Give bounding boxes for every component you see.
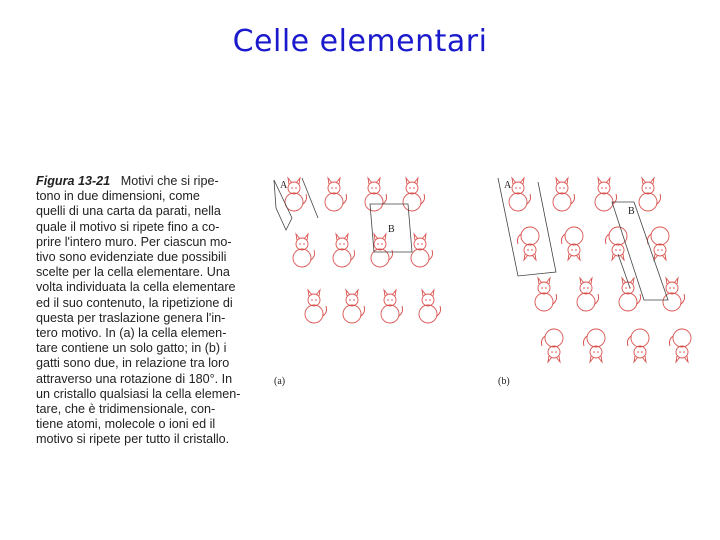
caption-line: quale il motivo si ripete fino a co- <box>36 219 220 234</box>
panel-a-point-b: B <box>388 224 395 235</box>
cat-motif <box>627 329 649 362</box>
caption-line: tare, che è tridimensionale, con- <box>36 402 216 417</box>
cat-motif <box>411 234 433 267</box>
lattice-figure <box>262 168 714 468</box>
caption-line: tero motivo. In (a) la cella elemen- <box>36 326 227 341</box>
cat-motif <box>365 178 387 211</box>
cat-motif <box>561 227 583 260</box>
cat-motif <box>325 178 347 211</box>
cat-motif <box>293 234 315 267</box>
panel-a-label: (a) <box>274 376 286 387</box>
cat-motif <box>553 178 575 211</box>
caption-line: gatti sono due, in relazione tra loro <box>36 356 230 371</box>
panel-b-point-a: A <box>504 180 512 191</box>
cat-motif <box>535 278 557 311</box>
cat-motif <box>605 227 627 260</box>
cat-motif <box>403 178 425 211</box>
panel-b-unit-cell <box>612 202 668 300</box>
cat-motif <box>509 178 531 211</box>
cat-motif <box>583 329 605 362</box>
caption-line: scelte per la cella elementare. Una <box>36 265 230 280</box>
cat-motif <box>419 290 441 323</box>
cat-motif <box>619 278 641 311</box>
caption-line: tivo sono evidenziate due possibili <box>36 250 227 265</box>
cat-motif <box>305 290 327 323</box>
caption-line: tare contiene un solo gatto; in (b) i <box>36 341 227 356</box>
cat-motif <box>639 178 661 211</box>
caption-line: motivo si ripete per tutto il cristallo. <box>36 432 230 447</box>
cat-motif <box>669 329 691 362</box>
figure-caption <box>36 174 254 448</box>
caption-line: prire l'intero muro. Per ciascun mo- <box>36 234 232 249</box>
cat-motif <box>577 278 599 311</box>
panel-a-edge-line <box>302 178 318 218</box>
caption-line: ed il suo contenuto, la ripetizione di <box>36 295 233 310</box>
cat-motif <box>381 290 403 323</box>
lattice-figure-svg <box>262 168 714 468</box>
cat-motif <box>285 178 307 211</box>
figure-label: Figura 13-21 <box>36 174 111 188</box>
panel-b-point-b: B <box>628 206 635 217</box>
panel-b-label: (b) <box>498 376 510 387</box>
caption-line <box>36 174 254 189</box>
cat-motif <box>343 290 365 323</box>
caption-line: tono in due dimensioni, come <box>36 189 200 204</box>
cat-motif <box>647 227 669 260</box>
caption-line: quelli di una carta da parati, nella <box>36 204 221 219</box>
slide-title: Celle elementari <box>232 24 488 59</box>
cat-motif <box>517 227 539 260</box>
panel-a-point-a: A <box>280 180 288 191</box>
cat-motif <box>333 234 355 267</box>
caption-line: volta individuata la cella elementare <box>36 280 236 295</box>
panel-b-cell-outline <box>498 178 556 276</box>
caption-line: tiene atomi, molecole o ioni ed il <box>36 417 216 432</box>
caption-line: attraverso una rotazione di 180°. In <box>36 371 233 386</box>
cat-motif <box>541 329 563 362</box>
caption-line: questa per traslazione genera l'in- <box>36 310 226 325</box>
caption-line: un cristallo qualsiasi la cella elemen- <box>36 386 241 401</box>
caption-first-line: Motivi che si ripe- <box>120 174 219 188</box>
